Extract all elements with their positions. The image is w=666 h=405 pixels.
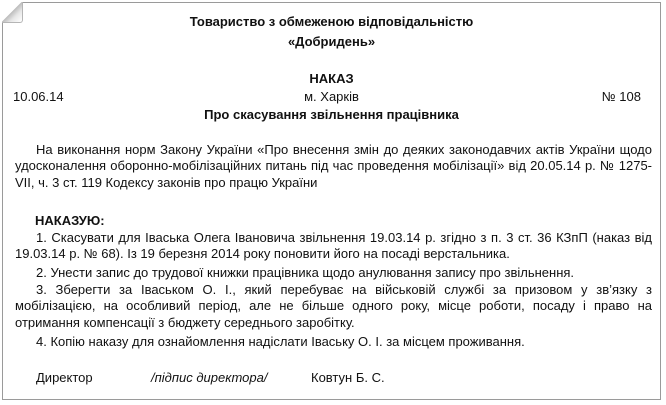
order-item-3: 3. Зберегти за Іваськом О. І., який перебуває на військовій службі за призовом у зв’язку з мобілізацією, на особливий період, але не більше одного року, місце роботи, посаду і право на отримання компенсації з бюджету середнього заробітку. — [15, 282, 652, 330]
signatory-name: Ковтун Б. С. — [311, 370, 385, 385]
organization-brand: «Добридень» — [287, 34, 376, 49]
order-number: № 108 — [601, 89, 641, 104]
order-date: 10.06.14 — [13, 89, 64, 104]
organization-name: Товариство з обмеженою відповідальністю — [189, 14, 474, 29]
order-item-4: 4. Копію наказу для ознайомлення надіслати Іваську О. І. за місцем проживання. — [36, 334, 525, 349]
preamble-paragraph: На виконання норм Закону України «Про внесення змін до деяких законодавчих актів України щодо удосконалення оборонно-мобілізаційних питань під час проведення мобілізації» від 20.05.14 р. № 1275-VII, ч. 3 ст. 119 Кодексу законів про працю України — [15, 142, 652, 190]
order-title: НАКАЗ — [309, 71, 354, 86]
signatory-role: Директор — [36, 370, 93, 385]
order-city: м. Харків — [304, 89, 359, 104]
document-page — [2, 2, 661, 400]
command-heading: НАКАЗУЮ: — [35, 213, 105, 228]
order-item-1: 1. Скасувати для Іваська Олега Івановича звільнення 19.03.14 р. згідно з п. 3 ст. 36 КЗпП (наказ від 19.03.14 р. № 68). Із 19 березня 2014 року поновити його на посаді верстальника. — [15, 230, 652, 262]
order-subject: Про скасування звільнення працівника — [204, 107, 459, 122]
order-item-2: 2. Унести запис до трудової книжки працівника щодо анулювання запису про звільнення. — [36, 265, 575, 280]
signature-placeholder: /підпис директора/ — [151, 370, 268, 385]
